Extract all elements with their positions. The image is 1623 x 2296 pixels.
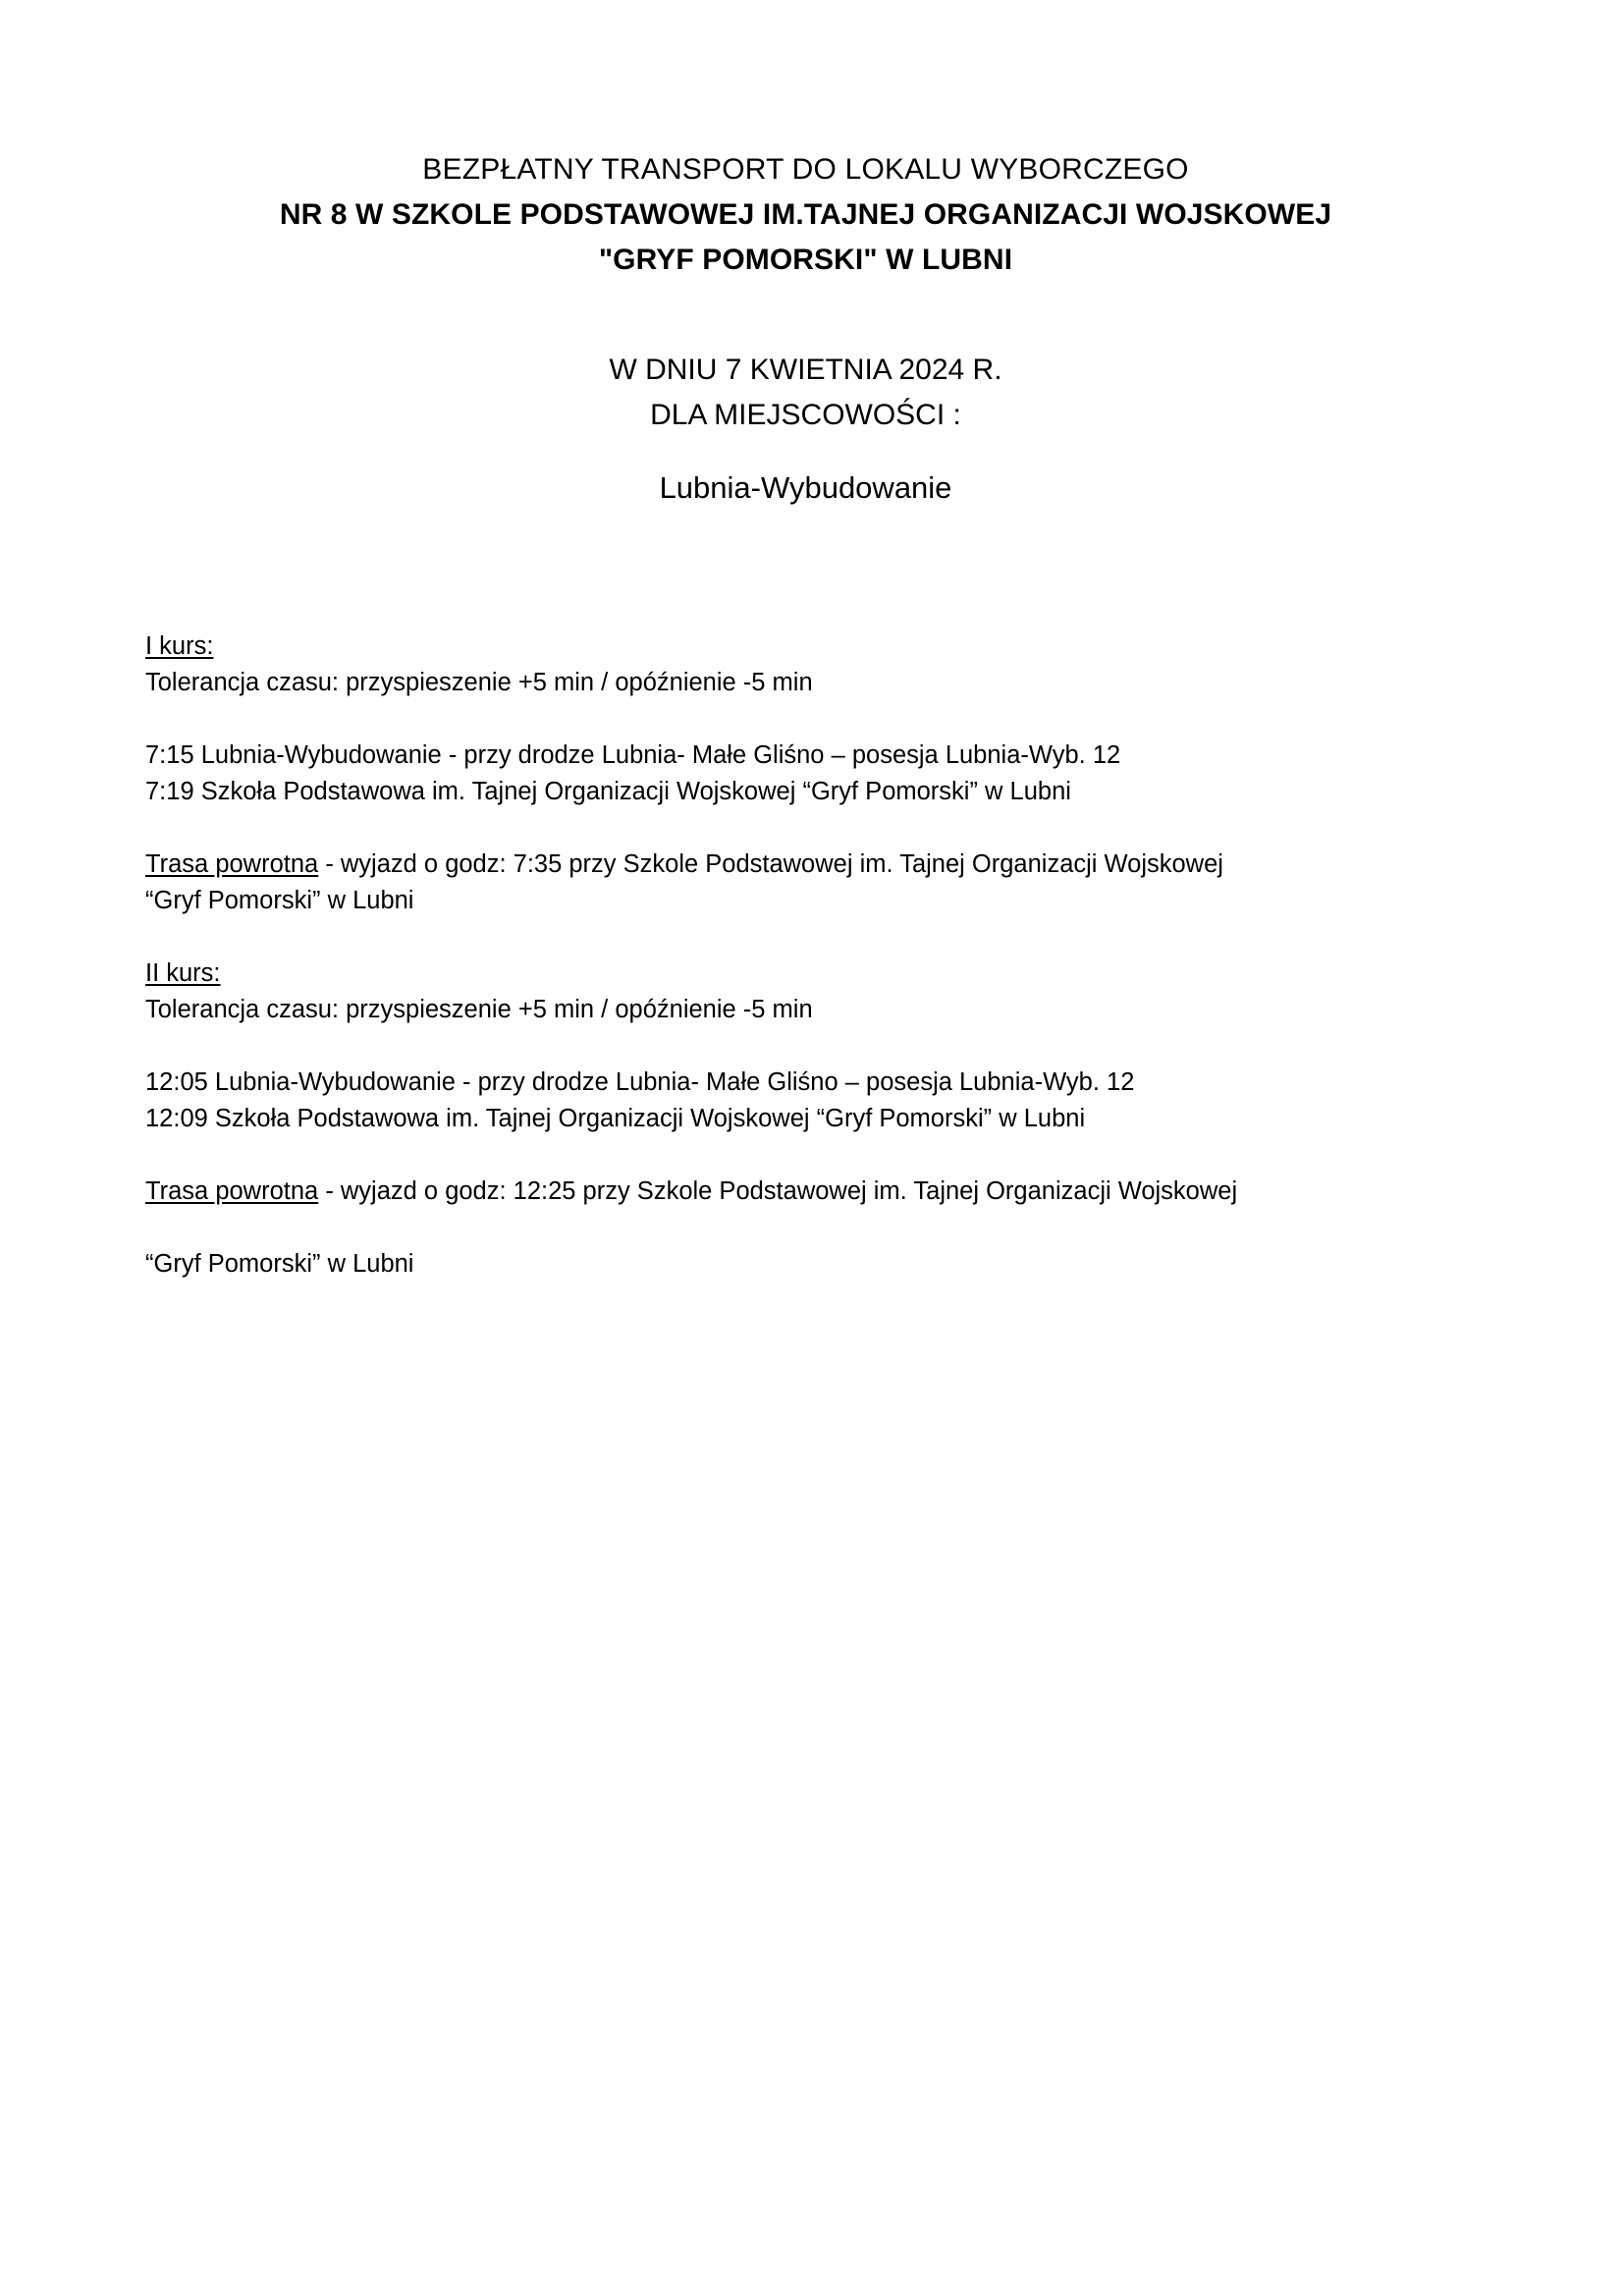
return-route-label: Trasa powrotna bbox=[145, 850, 319, 878]
course-gap bbox=[145, 1028, 1466, 1065]
course-stop: 7:19 Szkoła Podstawowa im. Tajnej Organizacji Wojskowej “Gryf Pomorski” w Lubni bbox=[145, 778, 1071, 805]
locality-name: Lubnia-Wybudowanie bbox=[659, 470, 952, 505]
locality-spacer bbox=[145, 438, 1466, 465]
between-courses-gap bbox=[145, 919, 1466, 956]
for-locality-line: DLA MIEJSCOWOŚCI : bbox=[650, 399, 961, 431]
course-stop: 12:09 Szkoła Podstawowa im. Tajnej Organizacji Wojskowej “Gryf Pomorski” w Lubni bbox=[145, 1105, 1086, 1132]
return-route-text: - wyjazd o godz: 12:25 przy Szkole Podstawowej im. Tajnej Organizacji Wojskowej bbox=[318, 1177, 1238, 1205]
title-line-1: BEZPŁATNY TRANSPORT DO LOKALU WYBORCZEGO bbox=[422, 153, 1189, 186]
return-route bbox=[145, 847, 1304, 883]
return-route-text-2: “Gryf Pomorski” w Lubni bbox=[145, 1250, 414, 1278]
course-heading: II kurs: bbox=[145, 959, 221, 987]
course-tolerance: Tolerancja czasu: przyspieszenie +5 min / opóźnienie -5 min bbox=[145, 996, 813, 1023]
return-route-text: - wyjazd o godz: 7:35 przy Szkole Podstawowej im. Tajnej Organizacji Wojskowej bbox=[318, 850, 1223, 878]
course-stop: 12:05 Lubnia-Wybudowanie - przy drodze Lubnia- Małe Gliśno – posesja Lubnia-Wyb. 12 bbox=[145, 1068, 1135, 1096]
course-gap bbox=[145, 1210, 1466, 1246]
course-gap bbox=[145, 701, 1466, 738]
title-spacer bbox=[145, 283, 1466, 348]
title-line-3: "GRYF POMORSKI" W LUBNI bbox=[598, 244, 1013, 276]
courses-section bbox=[145, 629, 1466, 1283]
course-tolerance: Tolerancja czasu: przyspieszenie +5 min / opóźnienie -5 min bbox=[145, 669, 813, 696]
date-line: W DNIU 7 KWIETNIA 2024 R. bbox=[609, 354, 1002, 386]
title-line-2: NR 8 W SZKOLE PODSTAWOWEJ IM.TAJNEJ ORGANIZACJI WOJSKOWEJ bbox=[279, 198, 1332, 231]
return-route-label: Trasa powrotna bbox=[145, 1177, 319, 1205]
course-stop: 7:15 Lubnia-Wybudowanie - przy drodze Lubnia- Małe Gliśno – posesja Lubnia-Wyb. 12 bbox=[145, 741, 1121, 769]
return-route-text-2: “Gryf Pomorski” w Lubni bbox=[145, 887, 414, 914]
course-block-1 bbox=[145, 629, 1466, 919]
course-block-2 bbox=[145, 956, 1466, 1283]
return-route bbox=[145, 1174, 1304, 1210]
document-title bbox=[145, 147, 1466, 283]
course-heading: I kurs: bbox=[145, 632, 214, 660]
course-gap bbox=[145, 810, 1466, 847]
course-gap bbox=[145, 1137, 1466, 1174]
